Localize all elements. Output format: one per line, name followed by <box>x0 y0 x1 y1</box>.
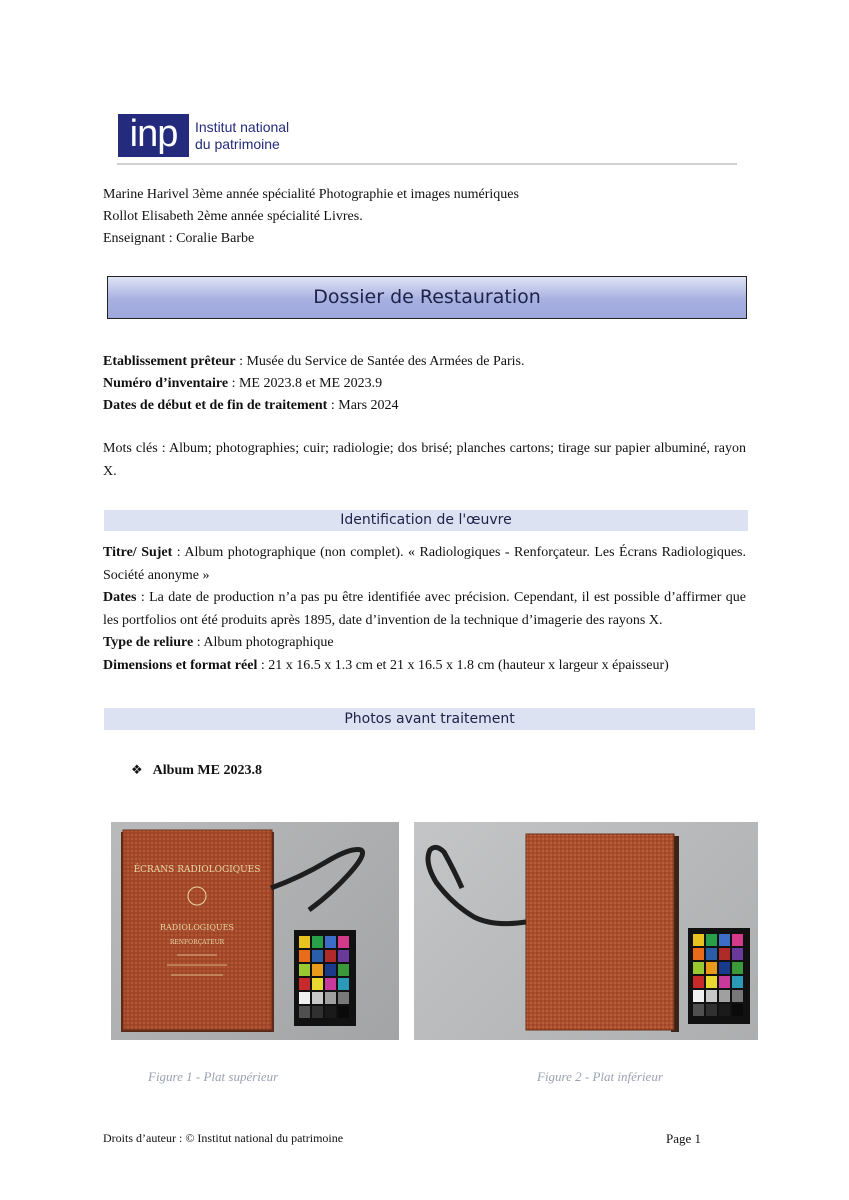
inp-logo <box>118 114 189 157</box>
section-photos-heading: Photos avant traitement <box>104 708 755 730</box>
cover-title-line-2: RADIOLOGIQUES <box>160 923 234 932</box>
color-patch <box>338 936 349 948</box>
binding-type <box>103 632 746 655</box>
establishment-value: : Musée du Service de Santée des Armées de Paris. <box>235 354 525 369</box>
color-patch <box>338 1006 349 1018</box>
keywords: Mots clés : Album; photographies; cuir; radiologie; dos brisé; planches cartons; tirage sur papier albuminé, rayon X. <box>103 441 746 479</box>
color-patch <box>325 1006 336 1018</box>
identification-block <box>103 542 746 677</box>
album-label <box>131 760 262 782</box>
color-patch <box>719 990 730 1002</box>
color-patch <box>706 962 717 974</box>
title-label: Titre/ Sujet <box>103 545 173 560</box>
color-patch <box>338 992 349 1004</box>
treatment-dates-value: : Mars 2024 <box>327 398 399 413</box>
color-patch <box>312 936 323 948</box>
color-patch <box>299 964 310 976</box>
album-name: Album ME 2023.8 <box>152 763 262 778</box>
figure-2-caption: Figure 2 - Plat inférieur <box>537 1069 663 1084</box>
color-patch <box>693 1004 704 1016</box>
cover-title-line-1: ÉCRANS RADIOLOGIQUES <box>133 865 261 875</box>
color-checker-card <box>688 928 750 1024</box>
logo-line-1: Institut national <box>195 119 290 135</box>
copyright-footer: Droits d’auteur : © Institut national du patrimoine <box>103 1131 344 1145</box>
color-patch <box>299 1006 310 1018</box>
treatment-dates-line <box>103 395 748 417</box>
color-patch <box>299 992 310 1004</box>
page-number: Page 1 <box>666 1131 702 1146</box>
color-patch <box>338 978 349 990</box>
color-patch <box>325 964 336 976</box>
color-patch <box>706 976 717 988</box>
color-patch <box>325 936 336 948</box>
bullet-icon: ❖ <box>131 763 143 778</box>
inventory-value: : ME 2023.8 et ME 2023.9 <box>228 376 383 391</box>
logo-text <box>195 119 289 153</box>
establishment-line <box>103 351 748 373</box>
author-line-2: Rollot Elisabeth 2ème année spécialité Livres. <box>103 209 363 224</box>
title-value: : Album photographique (non complet). « Radiologiques - Renforçateur. Les Écrans Radiologiques. Société anonyme » <box>103 545 747 583</box>
ribbon-strap <box>271 850 363 911</box>
color-patch <box>719 948 730 960</box>
photo-back-cover <box>414 822 758 1040</box>
color-patch <box>732 962 743 974</box>
logo-mark: inp <box>129 113 178 155</box>
color-patch <box>312 964 323 976</box>
color-patch <box>706 1004 717 1016</box>
color-patch <box>732 976 743 988</box>
color-patch <box>312 992 323 1004</box>
authors-block <box>103 184 519 250</box>
header-divider <box>117 163 737 165</box>
color-patch <box>719 976 730 988</box>
cover-title-line-3: RENFORÇATEUR <box>169 939 225 946</box>
color-patch <box>732 934 743 946</box>
color-patch <box>706 990 717 1002</box>
color-patch <box>693 934 704 946</box>
color-patch <box>719 1004 730 1016</box>
dates-paragraph <box>103 587 746 632</box>
color-patch <box>299 978 310 990</box>
dates-value: : La date de production n’a pas pu être identifiée avec précision. Cependant, il est possible d’affirmer que les portfolios ont été produits après 1895, date d’invention de la technique d’imagerie des rayons X. <box>103 590 746 628</box>
author-line-1: Marine Harivel 3ème année spécialité Photographie et images numériques <box>103 187 519 202</box>
dates-label: Dates <box>103 590 137 605</box>
section-identification-heading: Identification de l'œuvre <box>104 510 748 531</box>
color-patch <box>693 976 704 988</box>
dimensions-label: Dimensions et format réel <box>103 657 258 673</box>
figure-1-caption: Figure 1 - Plat supérieur <box>148 1069 279 1084</box>
color-patch <box>299 936 310 948</box>
color-patch <box>732 1004 743 1016</box>
title-subject <box>103 542 746 587</box>
color-patch <box>693 962 704 974</box>
color-patch <box>732 990 743 1002</box>
color-patch <box>719 934 730 946</box>
color-patch <box>693 948 704 960</box>
color-patch <box>706 948 717 960</box>
color-patch <box>338 964 349 976</box>
color-patch <box>325 992 336 1004</box>
photo-front-cover <box>111 822 399 1040</box>
teacher-line: Enseignant : Coralie Barbe <box>103 231 255 246</box>
treatment-dates-label: Dates de début et de fin de traitement <box>103 398 328 413</box>
dimensions <box>103 655 746 678</box>
inventory-line <box>103 373 748 395</box>
color-patch <box>706 934 717 946</box>
ribbon-strap <box>428 847 526 923</box>
color-patch <box>312 950 323 962</box>
establishment-label: Etablissement prêteur <box>103 354 236 369</box>
document-title: Dossier de Restauration <box>107 276 747 319</box>
color-patch <box>732 948 743 960</box>
inventory-label: Numéro d’inventaire <box>103 376 229 391</box>
album-front-cover-image <box>111 822 399 1040</box>
logo-line-2: du patrimoine <box>195 136 280 152</box>
color-checker-card <box>294 930 356 1026</box>
color-patch <box>312 1006 323 1018</box>
color-patch <box>719 962 730 974</box>
color-patch <box>325 950 336 962</box>
dimensions-value: : 21 x 16.5 x 1.3 cm et 21 x 16.5 x 1.8 cm (hauteur x largeur x épaisseur) <box>257 657 669 673</box>
color-patch <box>299 950 310 962</box>
color-patch <box>312 978 323 990</box>
album-back-cover-image <box>414 822 758 1040</box>
color-patch <box>325 978 336 990</box>
binding-value: : Album photographique <box>193 635 334 650</box>
color-patch <box>693 990 704 1002</box>
lender-info <box>103 351 748 417</box>
binding-label: Type de reliure <box>103 635 194 650</box>
color-patch <box>338 950 349 962</box>
